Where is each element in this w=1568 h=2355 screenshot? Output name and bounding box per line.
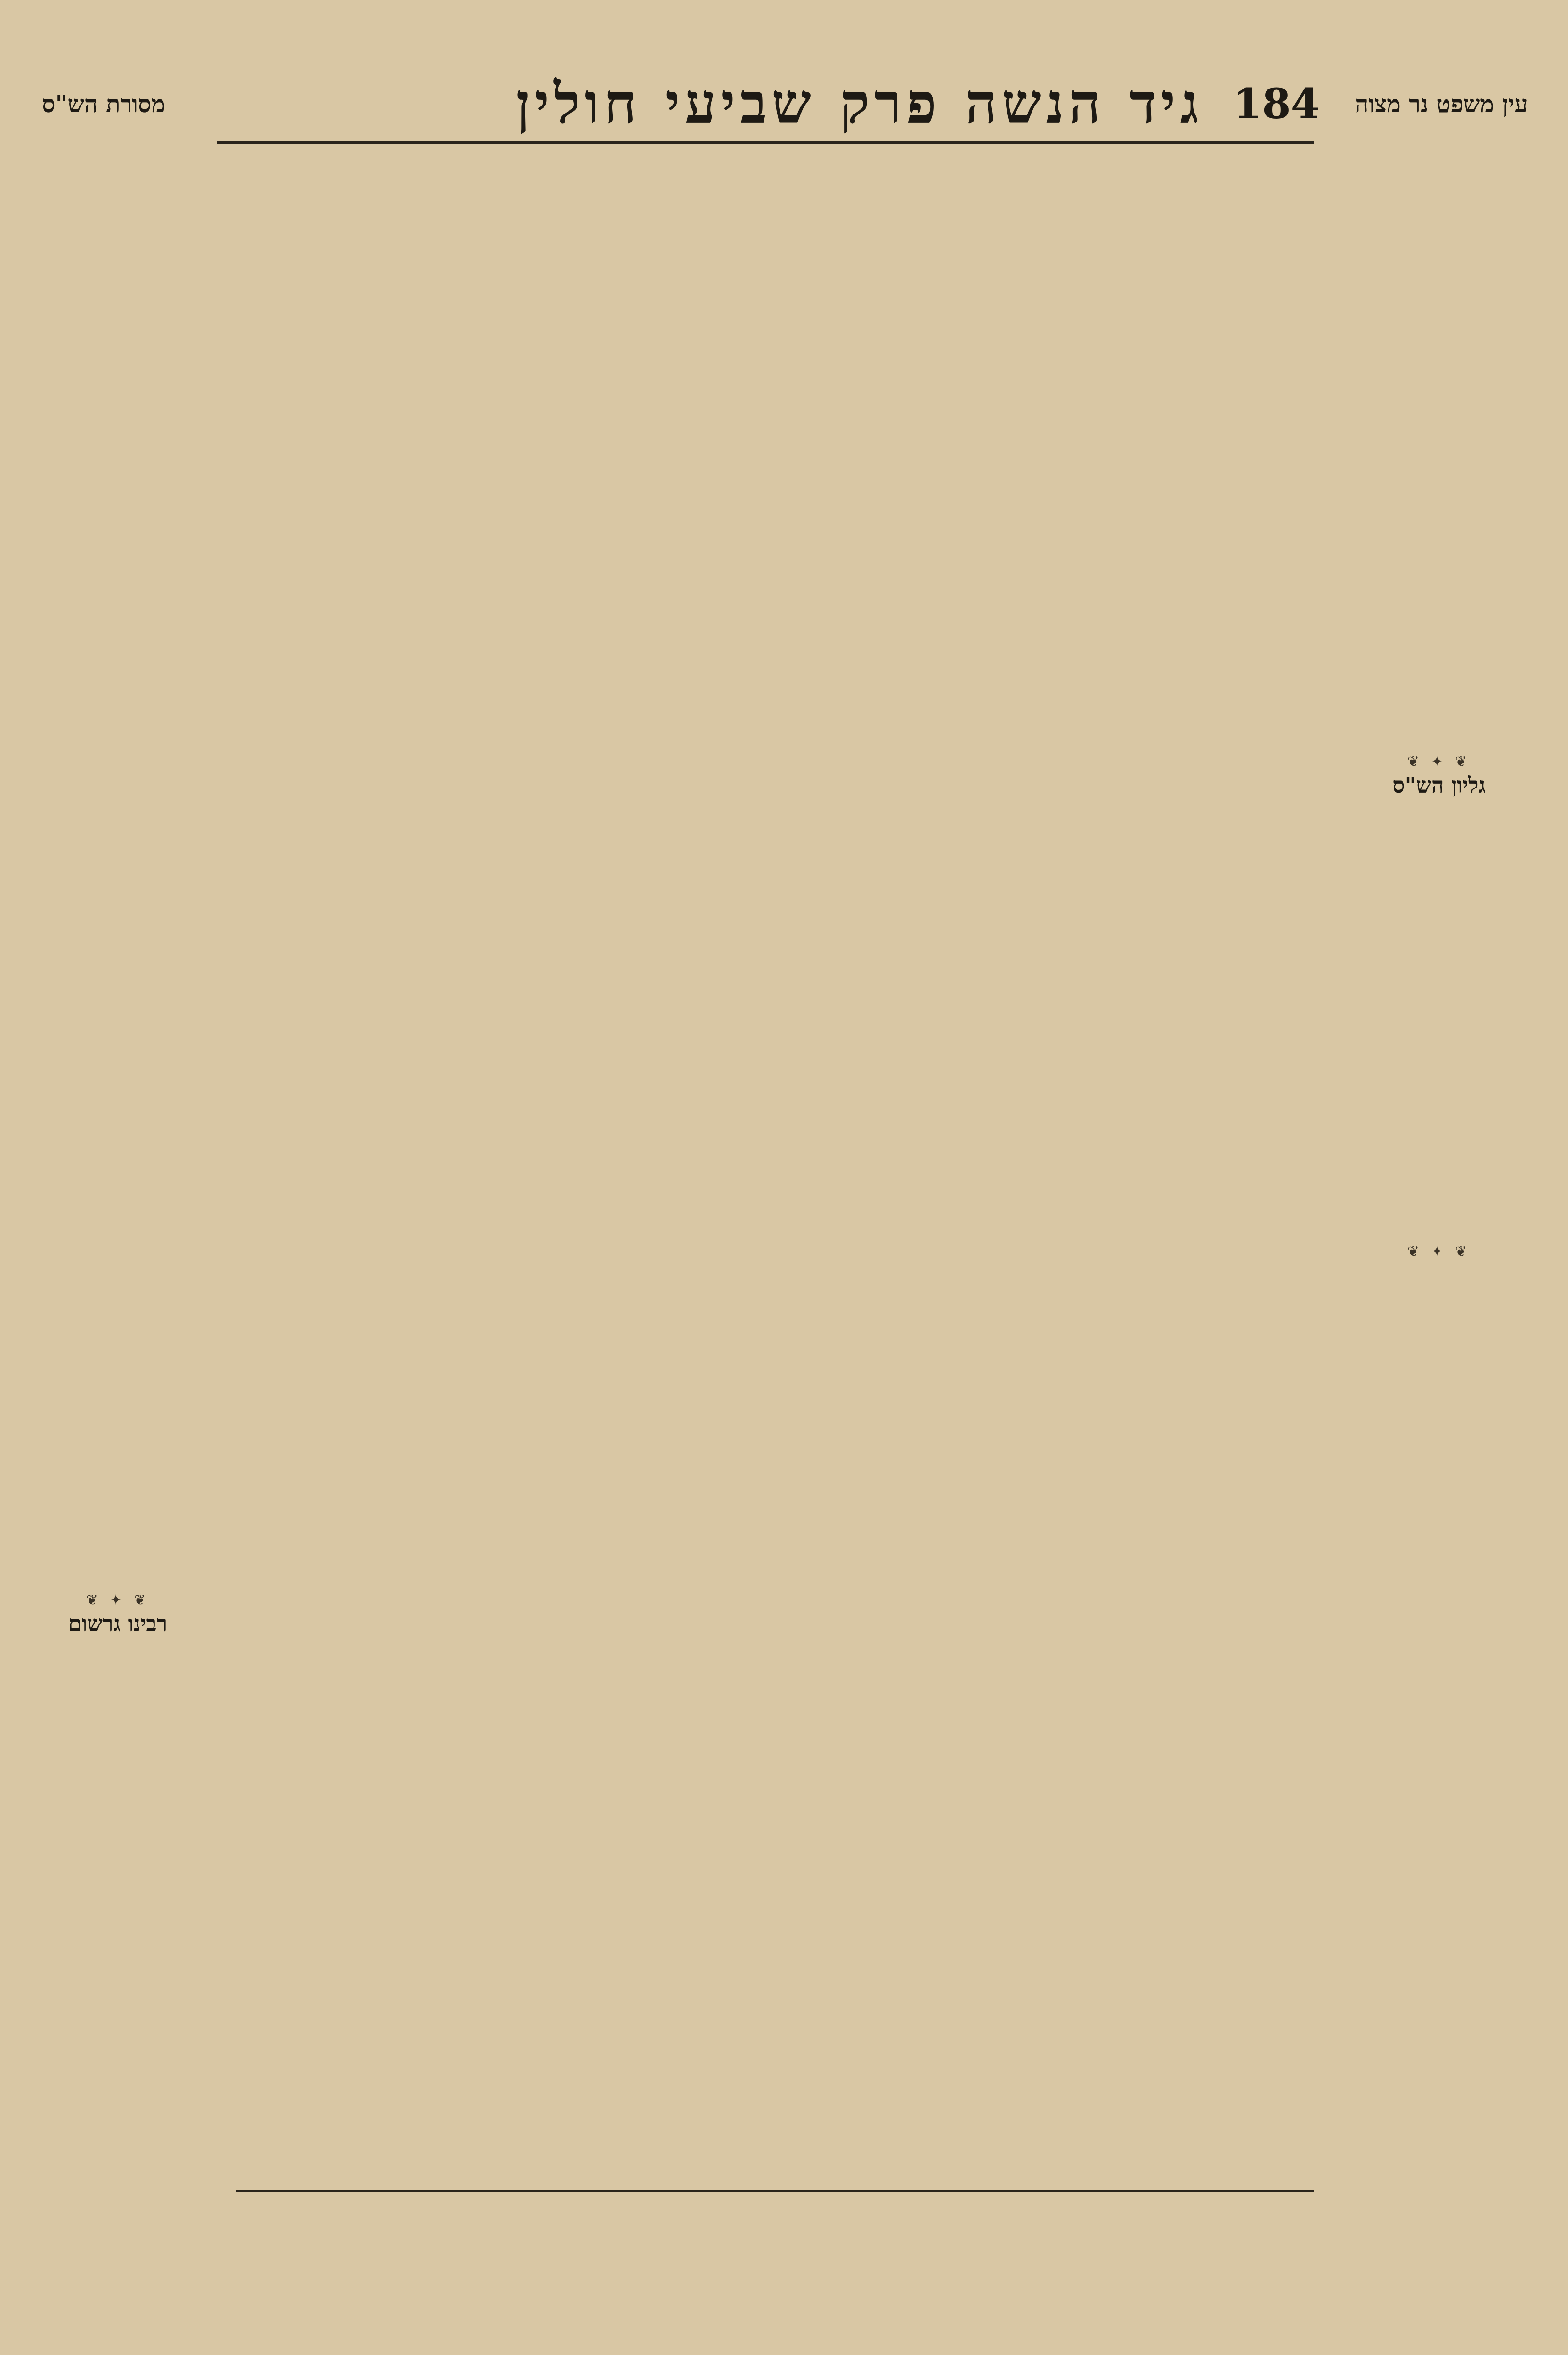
ornament-divider: ❦ ✦ ❦ <box>86 1592 150 1608</box>
ein-mishpat-corner-title: עין משפט נר מצוה <box>1355 89 1528 118</box>
masoret-hashas-corner-title: מסורת הש"ס <box>42 89 165 118</box>
masoret-hashas-text <box>19 151 221 1187</box>
ornament-divider: ❦ ✦ ❦ <box>1407 1243 1471 1260</box>
tosafot-text <box>236 146 561 1380</box>
header-rule <box>217 141 1314 144</box>
page-number: 184 <box>1233 79 1320 128</box>
ein-mishpat-text <box>1333 151 1545 688</box>
rashi-text <box>1050 146 1314 1380</box>
rabbeinu-gershom-text <box>28 1644 207 2303</box>
hagahot-text <box>1333 1300 1545 1630</box>
page-title: גיד הנשה פרק שביעי חולין <box>516 71 1203 136</box>
ornament-divider: ❦ ✦ ❦ <box>1407 753 1471 770</box>
footer-notes <box>236 2197 1314 2320</box>
gilyon-hashas-text <box>1333 805 1545 1088</box>
rabbeinu-gershom-title: רבינו גרשום <box>68 1611 168 1636</box>
lower-commentary-text <box>236 1389 1314 2185</box>
gemara-text <box>570 264 1041 1380</box>
gilyon-hashas-title: גליון הש"ס <box>1392 772 1486 798</box>
footer-rule <box>236 2190 1314 2192</box>
